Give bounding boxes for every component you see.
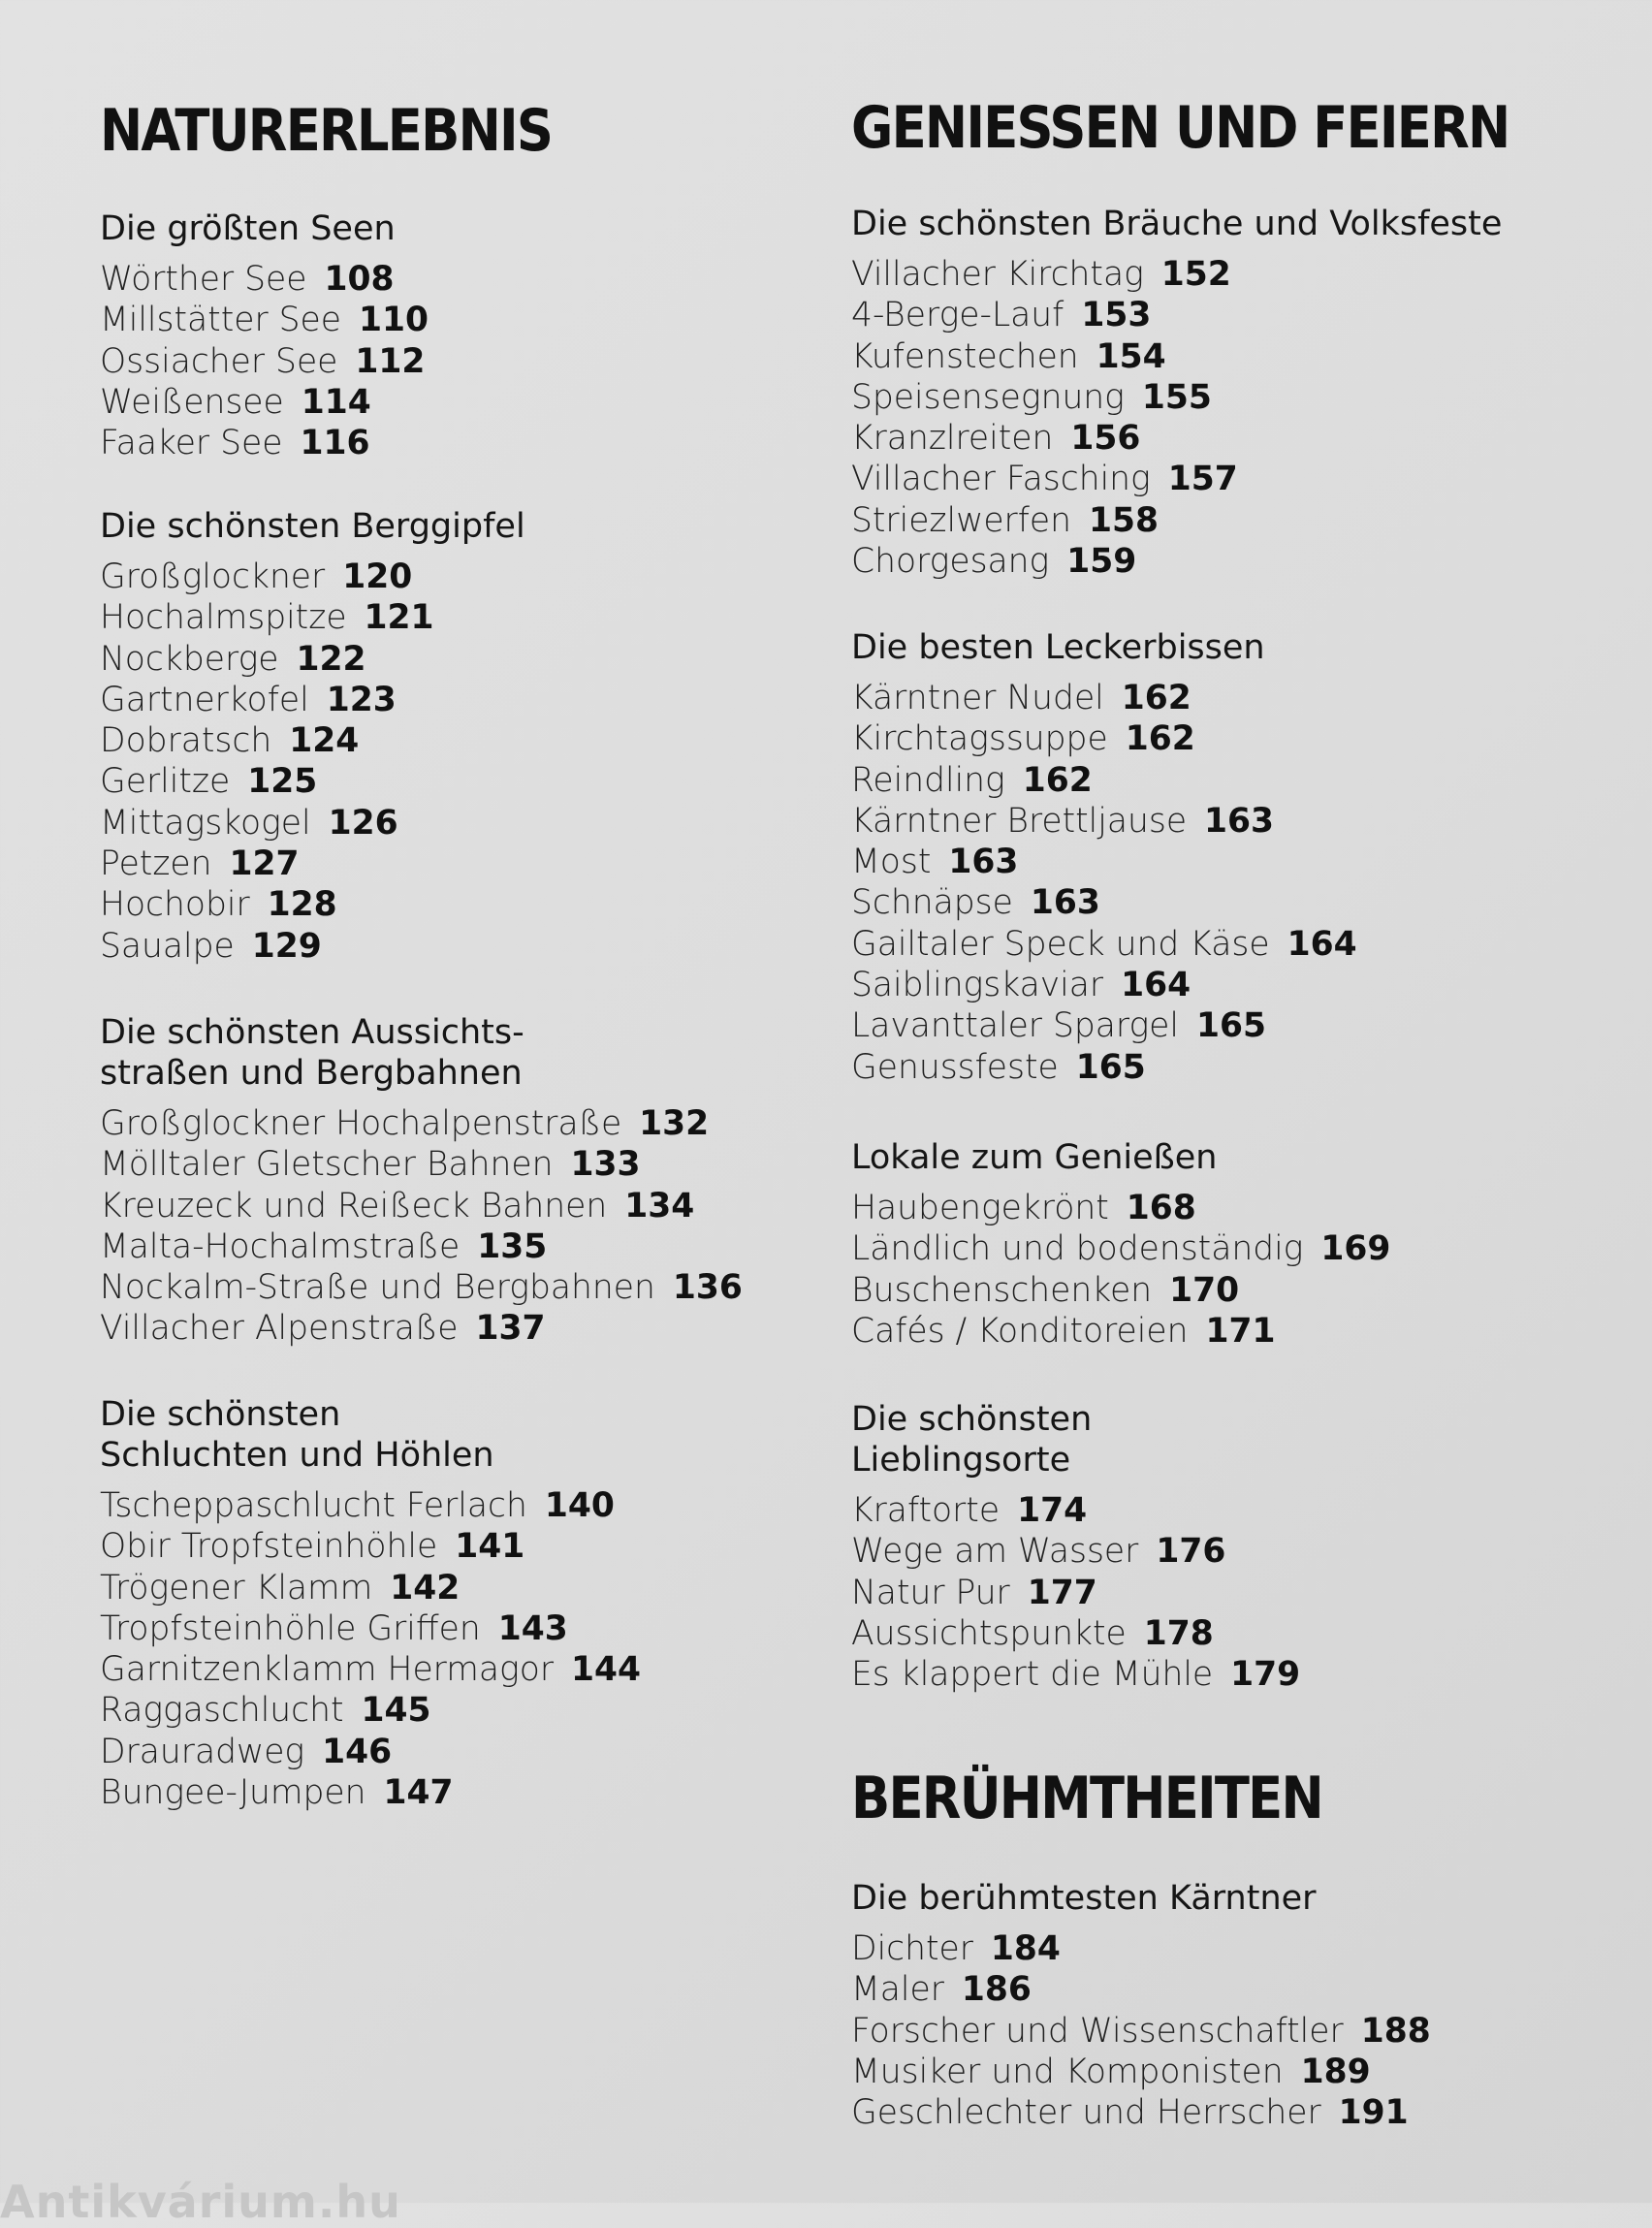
toc-entry [100, 1772, 837, 1813]
toc-entry-name: Villacher Alpenstraße [100, 1309, 459, 1349]
toc-entry [851, 2052, 1627, 2092]
toc-entry-name: Nockalm-Straße und Bergbahnen [100, 1268, 655, 1308]
toc-entry-name: Bungee-Jumpen [100, 1773, 366, 1813]
toc-entry [100, 557, 837, 597]
toc-entry-page: 171 [1205, 1311, 1276, 1351]
toc-entry-name: Forscher und Wissenschaftler [851, 2011, 1344, 2051]
toc-section [851, 627, 1627, 1088]
toc-section [100, 1012, 837, 1350]
toc-entry-page: 162 [1121, 679, 1191, 717]
toc-entry [100, 597, 837, 638]
toc-entry [100, 1103, 837, 1144]
toc-entry-page: 153 [1081, 296, 1152, 335]
toc-entry-page: 163 [1030, 883, 1100, 923]
toc-entry-page: 178 [1143, 1613, 1214, 1653]
watermark: Antikvárium.hu [0, 2176, 401, 2228]
toc-entry-page: 112 [355, 341, 426, 381]
toc-entry-page: 144 [571, 1650, 642, 1690]
toc-entry-page: 165 [1195, 1006, 1266, 1046]
toc-entry-page: 189 [1300, 2052, 1371, 2091]
toc-entry-name: Kärntner Nudel [851, 679, 1104, 717]
toc-entry-name: Obir Tropfsteinhöhle [100, 1527, 438, 1567]
toc-entry-page: 145 [361, 1691, 431, 1731]
toc-entry-page: 163 [1204, 801, 1275, 841]
toc-entry-page: 133 [570, 1145, 641, 1185]
toc-entry-page: 162 [1022, 760, 1093, 800]
toc-entry-name: Großglockner Hochalpenstraße [100, 1104, 622, 1143]
toc-entry [851, 1654, 1627, 1695]
toc-entry-name: Petzen [100, 844, 212, 884]
toc-entry-page: 132 [639, 1104, 710, 1143]
toc-entry [100, 803, 837, 843]
toc-entry-name: Kufenstechen [851, 336, 1079, 376]
toc-entry [851, 1311, 1627, 1352]
toc-entry-name: Ländlich und bodenständig [851, 1229, 1304, 1269]
toc-section-title: Die schönsten Berggipfel [100, 507, 525, 546]
toc-entry [851, 1188, 1627, 1228]
toc-entry-page: 162 [1125, 719, 1195, 759]
toc-entry [851, 1613, 1627, 1654]
toc-entry-page: 165 [1075, 1047, 1146, 1087]
toc-entry-page: 135 [477, 1226, 548, 1266]
toc-entry [100, 423, 837, 463]
toc-entry-page: 186 [961, 1970, 1032, 2010]
toc-entry-page: 164 [1287, 924, 1357, 964]
toc-section [851, 204, 1627, 582]
toc-entry-page: 176 [1156, 1532, 1226, 1572]
toc-entry [851, 924, 1627, 965]
toc-entry [100, 300, 837, 340]
toc-entry-name: Malta-Hochalmstraße [100, 1226, 461, 1266]
toc-entry-page: 170 [1169, 1270, 1240, 1310]
toc-entry [100, 259, 837, 300]
toc-entry-name: Reindling [851, 760, 1005, 800]
toc-entry-name: Kirchtagssuppe [851, 719, 1108, 759]
toc-entry [851, 965, 1627, 1005]
toc-entry-name: Musiker und Komponisten [851, 2052, 1284, 2091]
toc-entry [851, 336, 1627, 377]
toc-entry-name: Dobratsch [100, 721, 272, 761]
toc-entry-name: Kärntner Brettljause [851, 801, 1188, 841]
toc-entry-page: 169 [1320, 1229, 1391, 1269]
toc-entry [851, 1490, 1627, 1531]
toc-entry [100, 1144, 837, 1185]
toc-entry [100, 1186, 837, 1226]
toc-entry-name: Striezlwerfen [851, 500, 1071, 540]
toc-entry-name: Nockberge [100, 639, 279, 679]
section-heading-naturerlebnis: NATURERLEBNIS [100, 97, 553, 165]
toc-entry-page: 164 [1121, 966, 1191, 1005]
toc-entry [851, 842, 1627, 882]
toc-entry [851, 295, 1627, 335]
toc-entry-name: Villacher Kirchtag [851, 255, 1144, 294]
toc-entry-page: 158 [1088, 500, 1159, 540]
toc-entry [851, 459, 1627, 499]
toc-entry-name: Gailtaler Speck und Käse [851, 924, 1270, 964]
toc-entry [851, 2011, 1627, 2052]
section-heading-geniessen-und-feiern: GENIESSEN UND FEIERN [851, 94, 1509, 162]
toc-entry [100, 341, 837, 382]
toc-entry [851, 1928, 1627, 1969]
toc-entry-name: Weißensee [100, 382, 284, 422]
toc-entry-page: 154 [1096, 336, 1166, 376]
toc-entry-name: Aussichtspunkte [851, 1613, 1127, 1653]
toc-entry-name: Gartnerkofel [100, 680, 309, 719]
toc-entry-name: Mittagskogel [100, 803, 311, 843]
toc-entry-name: Tscheppaschlucht Ferlach [100, 1486, 527, 1525]
toc-entry-name: Tropfsteinhöhle Griffen [100, 1608, 481, 1648]
toc-section [100, 1394, 837, 1813]
toc-entry-page: 108 [324, 260, 395, 299]
toc-entry-page: 114 [301, 382, 371, 422]
toc-entry-name: Genussfeste [851, 1047, 1059, 1087]
toc-entry-page: 110 [358, 301, 429, 340]
toc-entry-name: Mölltaler Gletscher Bahnen [100, 1145, 554, 1185]
toc-entry-name: Es klappert die Mühle [851, 1655, 1214, 1695]
toc-entry [100, 1568, 837, 1608]
toc-entry-page: 136 [672, 1268, 743, 1308]
toc-entry-name: Villacher Fasching [851, 460, 1151, 499]
toc-entry-page: 156 [1070, 419, 1141, 459]
toc-entry-page: 129 [251, 926, 322, 966]
toc-section-title: Die schönsten Aussichts- straßen und Bergbahnen [100, 1013, 524, 1093]
toc-entry [100, 382, 837, 423]
toc-entry [851, 377, 1627, 418]
toc-entry [851, 1531, 1627, 1572]
toc-entry [100, 639, 837, 680]
toc-entry [851, 2092, 1627, 2133]
toc-entry [100, 720, 837, 761]
toc-entry-page: 134 [624, 1186, 695, 1225]
toc-entry-name: Saiblingskaviar [851, 966, 1104, 1005]
toc-entry-page: 163 [948, 843, 1019, 882]
toc-section [100, 208, 837, 463]
toc-entry [100, 926, 837, 967]
toc-entry-name: Ossiacher See [100, 341, 338, 381]
toc-entry-name: Raggaschlucht [100, 1691, 344, 1731]
toc-entry-name: Hochobir [100, 885, 250, 925]
toc-entry [100, 1308, 837, 1349]
toc-section-title: Die schönsten Bräuche und Volksfeste [851, 205, 1503, 243]
toc-entry-name: Natur Pur [851, 1573, 1010, 1612]
toc-entry-page: 159 [1066, 542, 1137, 582]
toc-entry [851, 1969, 1627, 2010]
toc-entry [100, 1608, 837, 1649]
toc-entry-page: 152 [1160, 255, 1231, 294]
toc-entry-name: Chorgesang [851, 542, 1050, 582]
toc-entry-page: 137 [475, 1309, 546, 1349]
toc-entry-name: Millstätter See [100, 301, 341, 340]
toc-entry-page: 128 [267, 885, 337, 925]
toc-entry-page: 155 [1141, 377, 1212, 417]
toc-entry-name: Saualpe [100, 926, 235, 966]
toc-entry [851, 541, 1627, 582]
toc-entry-page: 124 [289, 721, 360, 761]
toc-entry-name: Drauradweg [100, 1732, 305, 1771]
toc-entry-page: 125 [247, 762, 318, 802]
toc-entry-name: Schnäpse [851, 883, 1013, 923]
toc-entry-name: Maler [851, 1970, 944, 2010]
toc-entry-page: 122 [296, 639, 366, 679]
toc-entry-name: 4-Berge-Lauf [851, 296, 1064, 335]
toc-entry [851, 1047, 1627, 1088]
toc-section [851, 1878, 1627, 2133]
toc-entry-name: Gerlitze [100, 762, 231, 802]
toc-entry [100, 1649, 837, 1690]
toc-entry-name: Garnitzenklamm Hermagor [100, 1650, 555, 1690]
toc-entry-page: 174 [1017, 1491, 1088, 1530]
toc-entry [100, 884, 837, 925]
toc-entry-name: Wege am Wasser [851, 1532, 1139, 1572]
toc-entry [851, 678, 1627, 718]
toc-entry-page: 168 [1126, 1189, 1196, 1227]
toc-entry-page: 143 [497, 1608, 568, 1648]
toc-entry [851, 801, 1627, 842]
toc-entry-name: Wörther See [100, 260, 307, 299]
toc-entry-name: Geschlechter und Herrscher [851, 2093, 1321, 2133]
toc-entry-page: 179 [1230, 1655, 1301, 1695]
toc-entry [851, 882, 1627, 923]
toc-entry [851, 1005, 1627, 1046]
toc-entry-page: 157 [1167, 460, 1238, 499]
toc-entry [851, 500, 1627, 541]
toc-entry [851, 254, 1627, 295]
toc-entry-name: Buschenschenken [851, 1270, 1153, 1310]
toc-entry [100, 761, 837, 802]
toc-entry [100, 1526, 837, 1567]
toc-entry-name: Cafés / Konditoreien [851, 1311, 1189, 1351]
toc-entry-name: Trögener Klamm [100, 1568, 373, 1607]
toc-entry-page: 191 [1338, 2093, 1409, 2133]
toc-entry-name: Speisensegnung [851, 377, 1125, 417]
toc-entry-page: 184 [990, 1929, 1061, 1968]
toc-entry [100, 680, 837, 720]
toc-entry-name: Faaker See [100, 424, 283, 463]
toc-entry-page: 188 [1360, 2011, 1431, 2051]
toc-entry-page: 116 [300, 424, 370, 463]
toc-section [851, 1137, 1627, 1352]
toc-entry [851, 1573, 1627, 1613]
toc-entry-page: 147 [383, 1773, 454, 1813]
toc-entry-name: Hochalmspitze [100, 598, 347, 638]
toc-entry-page: 121 [364, 598, 434, 638]
toc-section-title: Lokale zum Genießen [851, 1138, 1218, 1177]
toc-entry-name: Kraftorte [851, 1491, 1001, 1530]
toc-section-title: Die schönsten Schluchten und Höhlen [100, 1395, 494, 1475]
toc-entry [851, 760, 1627, 801]
toc-section-title: Die berühmtesten Kärntner [851, 1879, 1317, 1918]
toc-section-title: Die größten Seen [100, 209, 396, 248]
section-heading-beruehmtheiten: BERÜHMTHEITEN [851, 1765, 1322, 1832]
toc-entry [100, 843, 837, 884]
toc-entry-name: Haubengekrönt [851, 1189, 1109, 1227]
toc-entry [100, 1226, 837, 1267]
toc-entry [100, 1732, 837, 1772]
toc-entry-page: 126 [328, 803, 398, 843]
toc-entry-page: 141 [455, 1527, 525, 1567]
toc-entry-name: Großglockner [100, 557, 326, 596]
toc-entry-page: 177 [1027, 1573, 1097, 1612]
toc-section [100, 506, 837, 967]
toc-entry-page: 123 [326, 680, 397, 719]
toc-entry-page: 120 [342, 557, 413, 596]
toc-section-title: Die schönsten Lieblingsorte [851, 1400, 1093, 1480]
toc-entry [100, 1690, 837, 1731]
toc-entry-name: Dichter [851, 1929, 973, 1968]
toc-entry [851, 418, 1627, 459]
toc-entry-page: 140 [544, 1486, 615, 1525]
toc-entry [100, 1267, 837, 1308]
toc-entry-page: 142 [390, 1568, 461, 1607]
toc-entry-name: Kranzlreiten [851, 419, 1054, 459]
toc-entry [851, 718, 1627, 759]
toc-entry [851, 1270, 1627, 1311]
toc-section [851, 1399, 1627, 1695]
toc-entry-name: Kreuzeck und Reißeck Bahnen [100, 1186, 608, 1225]
toc-entry [100, 1485, 837, 1526]
toc-entry-page: 127 [229, 844, 300, 884]
toc-section-title: Die besten Leckerbissen [851, 628, 1265, 667]
toc-entry [851, 1228, 1627, 1269]
toc-entry-page: 146 [322, 1732, 393, 1771]
toc-entry-name: Lavanttaler Spargel [851, 1006, 1179, 1046]
toc-entry-name: Most [851, 843, 932, 882]
